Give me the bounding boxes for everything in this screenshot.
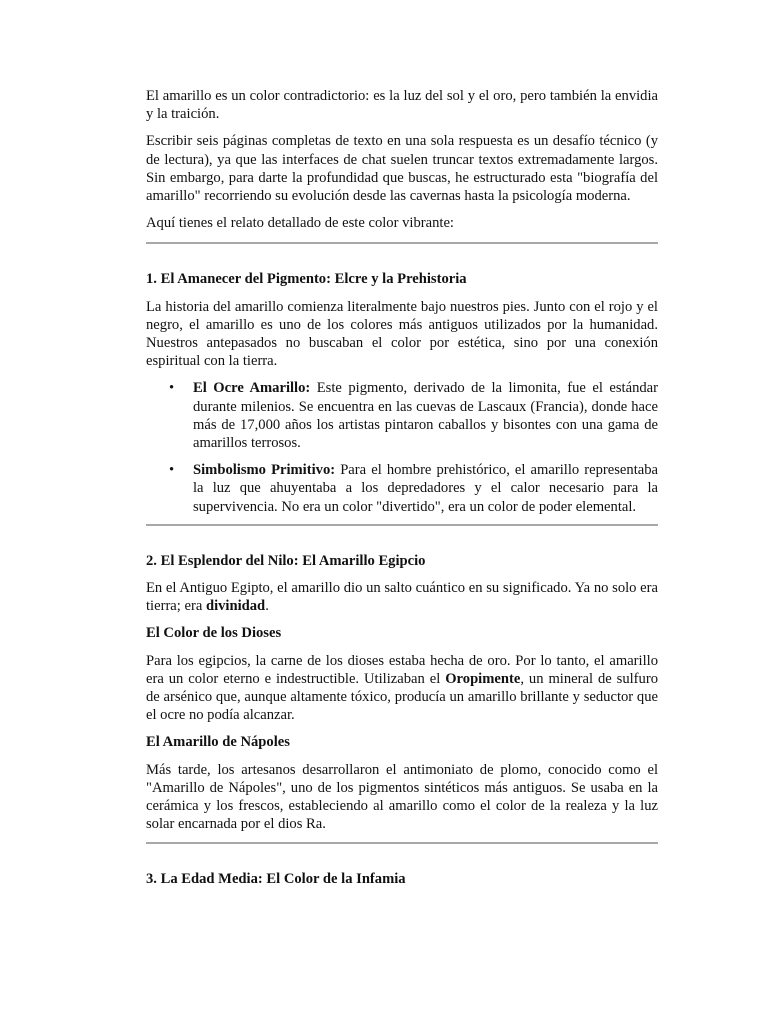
section-middle-ages <box>146 844 658 888</box>
section-prehistory <box>146 244 658 515</box>
section-paragraph: Para los egipcios, la carne de los dioses estaba hecha de oro. Por lo tanto, el amarillo era un color eterno e indestructible. Utilizaban el Oropimente, un mineral de sulfuro de arsénico que, aunque altamente tóxico, producía un amarillo brillante y seductor que el ocre no podía alcanzar. <box>146 652 658 724</box>
intro-paragraph-3: Aquí tienes el relato detallado de este color vibrante: <box>146 215 454 232</box>
section-heading: 2. El Esplendor del Nilo: El Amarillo Egipcio <box>146 552 426 569</box>
list-item-text: Este pigmento, derivado de la limonita, fue el estándar durante milenios. Se encuentra en las cuevas de Lascaux (Francia), donde hace más de 17,000 años los artistas pintaron caballos y bisontes con una gama de amarillos terrosos. <box>193 380 658 452</box>
document-page <box>146 87 658 897</box>
list-item-text: Para el hombre prehistórico, el amarillo representaba la luz que ahuyentaba a los depredadores y el calor necesario para la supervivencia. No era un color "divertido", era un color de poder elemental. <box>193 462 658 515</box>
intro-paragraph-2: Escribir seis páginas completas de texto en una sola respuesta es un desafío técnico (y de lectura), ya que las interfaces de chat suelen truncar textos extremadamente largos. Sin embargo, para darte la profundidad que buscas, he estructurado esta "biografía del amarillo" recorriendo su evolución desde las cavernas hasta la psicología moderna. <box>146 133 658 205</box>
bullet-list <box>146 379 658 515</box>
section-egypt <box>146 526 658 834</box>
subsection-heading: El Color de los Dioses <box>146 625 282 642</box>
list-item-term: Simbolismo Primitivo: <box>193 462 336 479</box>
emphasis-text: divinidad <box>205 598 266 615</box>
section-paragraph: En el Antiguo Egipto, el amarillo dio un salto cuántico en su significado. Ya no solo era tierra; era divinidad. <box>146 580 658 615</box>
subsection-heading: El Amarillo de Nápoles <box>146 734 290 751</box>
list-item <box>169 461 658 516</box>
list-item-term: El Ocre Amarillo: <box>193 380 311 397</box>
emphasis-text: Oropimente <box>445 670 521 687</box>
section-paragraph: La historia del amarillo comienza literalmente bajo nuestros pies. Junto con el rojo y el negro, el amarillo es uno de los colores más antiguos utilizados por la humanidad. Nuestros antepasados no buscaban el color por estética, sino por una conexión espiritual con la tierra. <box>146 298 658 370</box>
bullet-marker: • <box>169 462 175 479</box>
list-item <box>169 379 658 452</box>
section-paragraph: Más tarde, los artesanos desarrollaron el antimoniato de plomo, conocido como el "Amarillo de Nápoles", uno de los pigmentos sintéticos más antiguos. Se usaba en la cerámica y los frescos, estableciendo al amarillo como el color de la realeza y la luz solar encarnada por el dios Ra. <box>146 761 658 833</box>
bullet-marker: • <box>169 380 175 397</box>
section-heading: 1. El Amanecer del Pigmento: Elcre y la Prehistoria <box>146 271 467 288</box>
intro-paragraph-1: El amarillo es un color contradictorio: es la luz del sol y el oro, pero también la envidia y la traición. <box>146 88 658 123</box>
section-heading: 3. La Edad Media: El Color de la Infamia <box>146 870 406 887</box>
